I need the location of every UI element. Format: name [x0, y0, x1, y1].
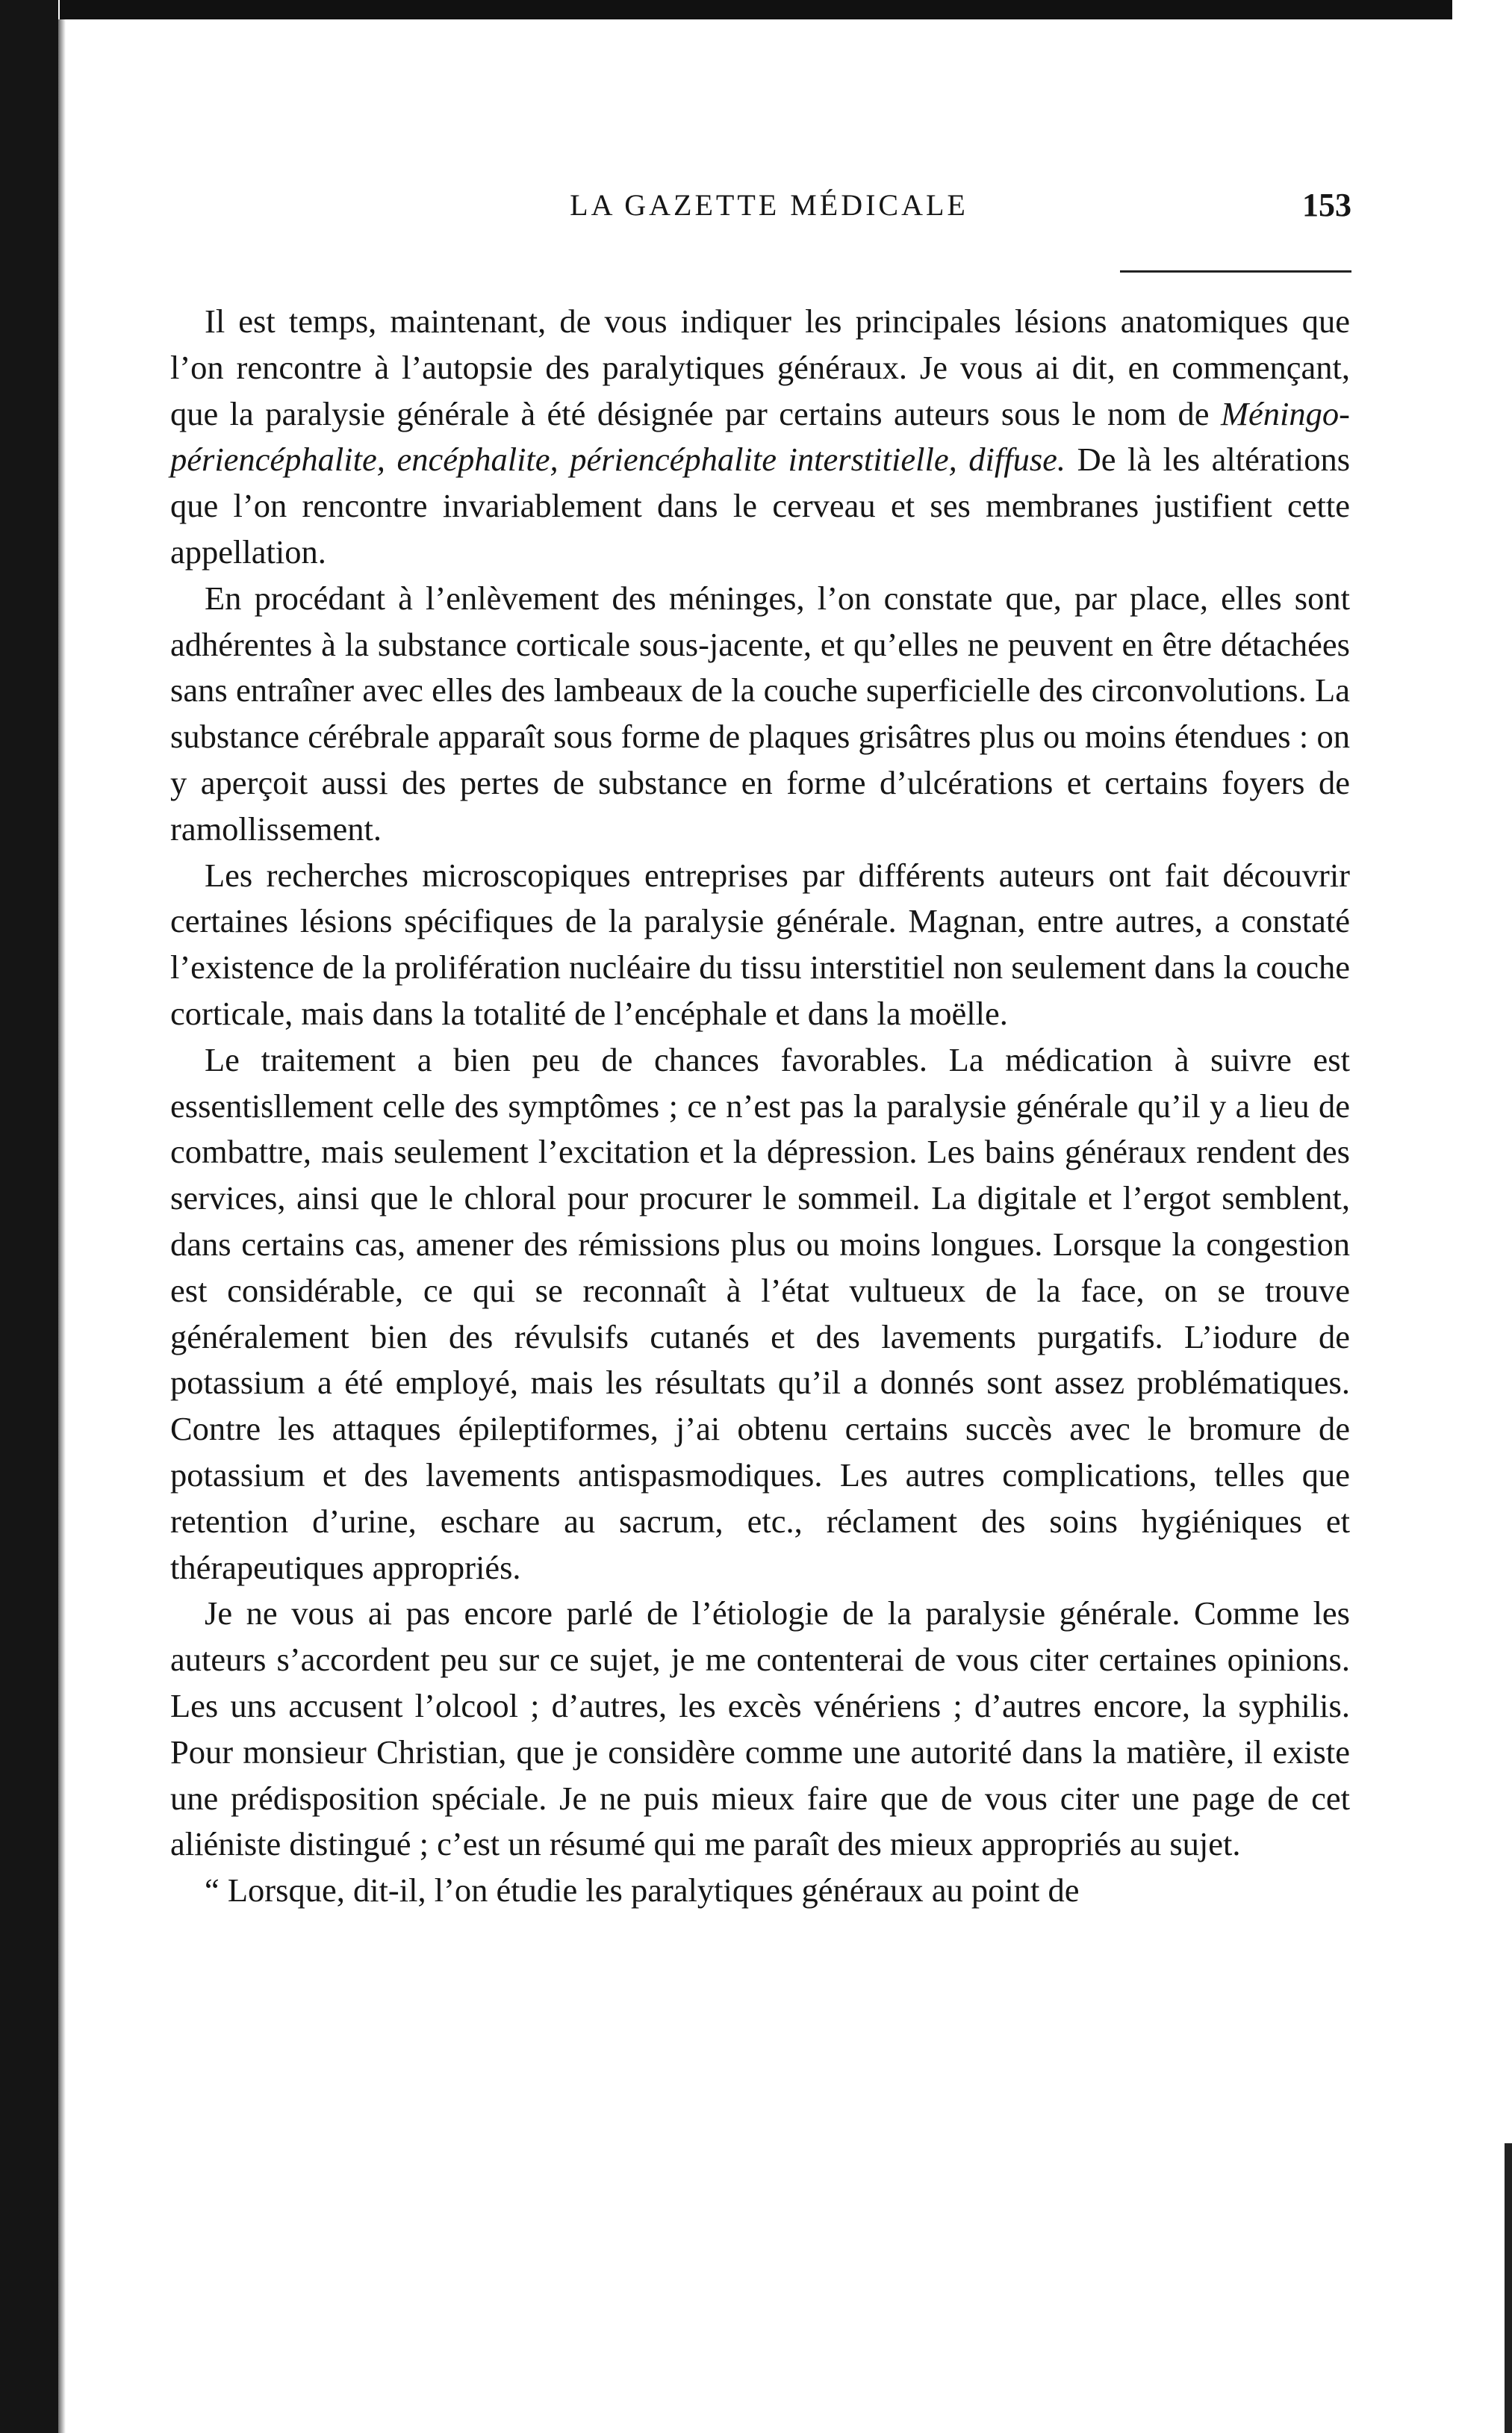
paragraph-treatment: Le traitement a bien peu de chances favorables. La médication à suivre est essentisllement celle des symptômes ; ce n’est pas la paralysie générale qu’il y a lieu de combattre, mais seulement l’excitation et la dépression. Les bains généraux rendent des services, ainsi que le chloral pour procurer le sommeil. La digitale et l’ergot semblent, dans certains cas, amener des rémissions plus ou moins longues. Lorsque la congestion est considérable, ce qui se reconnaît à l’état vultueux de la face, on se trouve généralement bien des révulsifs cutanés et des lavements purgatifs. L’iodure de potassium a été employé, mais les résultats qu’il a donnés sont assez problématiques. Contre les attaques épileptiformes, j’ai obtenu certains succès avec le bromure de potassium et des lavements antispasmodiques. Les autres complications, telles que retention d’urine, eschare au sacrum, etc., réclament des soins hygiéniques et thérapeutiques appropriés.: [170, 1040, 1350, 1586]
page-number: 153: [1302, 187, 1351, 223]
italic-disease-names: Méningo-périencéphalite, encéphalite, périencéphalite interstitielle, diffuse.: [170, 394, 1350, 479]
journal-title: LA GAZETTE MÉDICALE: [570, 188, 968, 222]
paragraph-meninges: En procédant à l’enlèvement des méninges, l’on constate que, par place, elles sont adhérentes à la substance corticale sous-jacente, et qu’elles ne peuvent en être détachées sans entraîner avec elles des lambeaux de la couche superficielle des circonvolutions. La substance cérébrale apparaît sous forme de plaques grisâtres plus ou moins étendues : on y aperçoit aussi des pertes de substance en forme d’ulcérations et certains foyers de ramollissement.: [170, 579, 1350, 848]
scan-top-border: [60, 0, 1452, 19]
paragraph-text: Il est temps, maintenant, de vous indiquer les principales lésions anatomiques que l’on rencontre à l’autopsie des paralytiques généraux. Je vous ai dit, en commençant, que la paralysie générale à été désignée par certains auteurs sous le nom de: [170, 302, 1350, 432]
paragraph-lesions: [170, 299, 1350, 576]
scan-right-border: [1505, 2143, 1512, 2433]
paragraph-text: De là les altérations que l’on rencontre invariablement dans le cerveau et ses membranes justifient cette appellation.: [170, 441, 1351, 571]
paragraph-etiology: Je ne vous ai pas encore parlé de l’étiologie de la paralysie générale. Comme les auteurs s’accordent peu sur ce sujet, je me contenterai de vous citer certaines opinions. Les uns accusent l’olcool ; d’autres, les excès vénériens ; d’autres encore, la syphilis. Pour monsieur Christian, que je considère comme une autorité dans la matière, il existe une prédisposition spéciale. Je ne puis mieux faire que de vous citer une page de cet aliéniste distingué ; c’est un résumé qui me paraît des mieux appropriés au sujet.: [170, 1594, 1350, 1863]
header-rule: [1120, 270, 1351, 273]
scan-left-border: [0, 0, 58, 2433]
body-text: [170, 299, 1350, 1914]
scan-left-shadow: [58, 19, 66, 2433]
paragraph-quotation: “ Lorsque, dit-il, l’on étudie les paralytiques généraux au point de: [205, 1871, 1080, 1910]
running-head: [187, 179, 1351, 232]
paragraph-microscopy: Les recherches microscopiques entreprises par différents auteurs ont fait découvrir certaines lésions spécifiques de la paralysie générale. Magnan, entre autres, a constaté l’existence de la prolifération nucléaire du tissu interstitiel non seulement dans la couche corticale, mais dans la totalité de l’encéphale et dans la moëlle.: [170, 856, 1350, 1032]
